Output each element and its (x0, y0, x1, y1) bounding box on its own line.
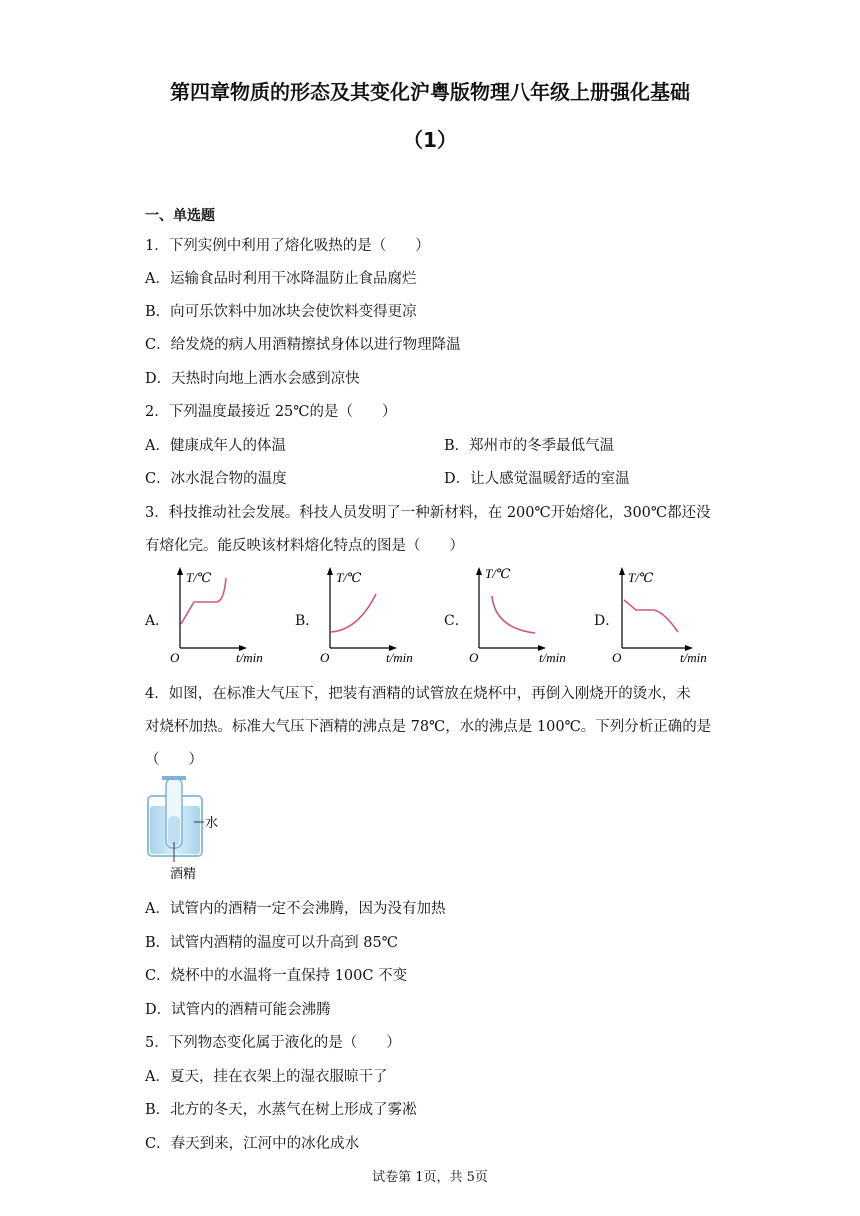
q4-stem-line3: （ ） (145, 752, 203, 768)
alcohol-label: 酒精 (170, 867, 197, 882)
graph-d-y-arrow (619, 567, 625, 575)
q3-stem-line2: 有熔化完。能反映该材料熔化特点的图是（ ） (145, 538, 464, 554)
q2-option-b: B．郑州市的冬季最低气温 (444, 438, 615, 454)
q1-option-b: B．向可乐饮料中加冰块会使饮料变得更凉 (145, 304, 417, 320)
graph-d-x-label: t/min (680, 650, 707, 665)
graph-c-origin: O (469, 650, 479, 665)
section-heading: 一、单选题 (145, 208, 215, 224)
doc-title-line1: 第四章物质的形态及其变化沪粤版物理八年级上册强化基础 (170, 80, 690, 104)
q2-option-c: C．冰水混合物的温度 (145, 471, 287, 487)
graph-a-y-label: T/℃ (186, 570, 212, 585)
graph-d-y-label: T/℃ (628, 570, 654, 585)
graph-b-y-arrow (327, 567, 333, 575)
q2-option-a: A．健康成年人的体温 (145, 438, 286, 454)
graph-a-label: A． (145, 613, 170, 629)
q4-option-a: A．试管内的酒精一定不会沸腾，因为没有加热 (145, 901, 446, 917)
graph-a (168, 562, 278, 668)
graph-a-origin: O (170, 650, 180, 665)
q2-stem: 2．下列温度最接近 25℃的是（ ） (145, 404, 397, 420)
graph-b (318, 562, 428, 668)
graph-d-label: D． (594, 613, 620, 629)
q5-option-c: C．春天到来，江河中的冰化成水 (145, 1136, 360, 1152)
q1-stem: 1．下列实例中利用了熔化吸热的是（ ） (145, 238, 430, 254)
q1-option-d: D．天热时向地上洒水会感到凉快 (145, 371, 360, 387)
q4-option-d: D．试管内的酒精可能会沸腾 (145, 1002, 331, 1018)
test-tube-rim (162, 776, 186, 780)
graph-a-x-label: t/min (236, 650, 263, 665)
q4-option-c: C．烧杯中的水温将一直保持 100C 不变 (145, 968, 408, 984)
q5-option-a: A．夏天，挂在衣架上的湿衣服晾干了 (145, 1069, 388, 1085)
test-tube-alcohol (168, 816, 180, 846)
q4-option-b: B．试管内酒精的温度可以升高到 85℃ (145, 935, 398, 951)
q2-option-d: D．让人感觉温暖舒适的室温 (444, 471, 630, 487)
graph-d-origin: O (612, 650, 622, 665)
beaker-figure (140, 776, 230, 884)
graph-d (610, 562, 720, 668)
graph-a-y-arrow (177, 567, 183, 575)
doc-title-line2: （1） (403, 128, 457, 152)
q5-option-b: B．北方的冬天，水蒸气在树上形成了雾凇 (145, 1102, 417, 1118)
graph-b-origin: O (320, 650, 330, 665)
graph-b-x-label: t/min (386, 650, 413, 665)
graph-c-y-arrow (476, 567, 482, 575)
graph-b-label: B． (295, 613, 320, 629)
q4-stem-line1: 4．如图，在标准大气压下，把装有酒精的试管放在烧杯中，再倒入刚烧开的烫水，未 (145, 686, 691, 702)
water-label: 水 (205, 816, 219, 831)
q1-option-c: C．给发烧的病人用酒精擦拭身体以进行物理降温 (145, 337, 461, 353)
q4-stem-line2: 对烧杯加热。标准大气压下酒精的沸点是 78℃，水的沸点是 100℃。下列分析正确的是 (145, 719, 712, 735)
page-footer: 试卷第 1页，共 5页 (372, 1170, 488, 1185)
graph-b-curve (331, 594, 376, 632)
graph-c-y-label: T/℃ (485, 566, 511, 581)
graph-b-y-label: T/℃ (336, 570, 362, 585)
graph-c-curve (492, 596, 535, 633)
graph-c (467, 562, 577, 668)
graph-c-x-label: t/min (539, 650, 566, 665)
q1-option-a: A．运输食品时利用干冰降温防止食品腐烂 (145, 271, 417, 287)
q5-stem: 5．下列物态变化属于液化的是（ ） (145, 1035, 401, 1051)
graph-d-curve (624, 600, 678, 632)
graph-c-label: C． (444, 613, 469, 629)
q3-stem-line1: 3．科技推动社会发展。科技人员发明了一种新材料，在 200℃开始熔化，300℃都还没 (145, 505, 711, 521)
